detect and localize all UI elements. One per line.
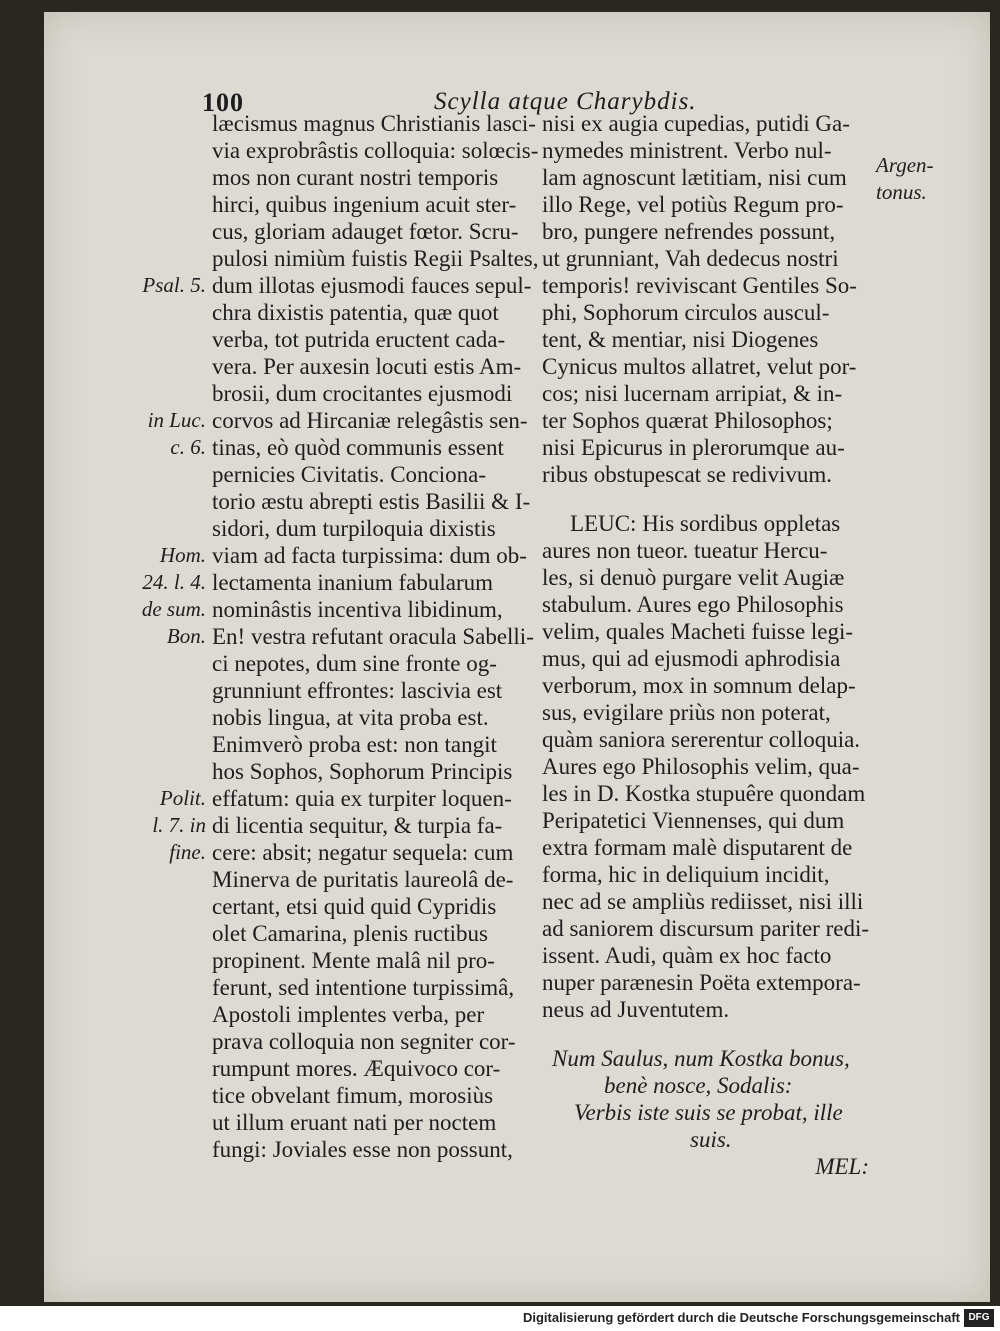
text-line: Enimverò proba est: non tangit	[212, 732, 497, 757]
text-line: tice obvelant fimum, morosiùs	[212, 1083, 494, 1108]
paragraph-continuation	[542, 110, 877, 488]
text-line: sidori, dum turpiloquia dixistis	[212, 516, 496, 541]
text-line: chra dixistis patentia, quæ quot	[212, 300, 499, 325]
text-line: ut illum eruant nati per noctem	[212, 1110, 497, 1135]
text-line: ter Sophos quærat Philosophos;	[542, 408, 833, 433]
text-line: fungi: Joviales esse non possunt,	[212, 1137, 513, 1162]
text-line: nobis lingua, at vita proba est.	[212, 705, 489, 730]
dfg-logo: DFG	[964, 1309, 994, 1327]
right-text-column	[542, 110, 877, 1180]
text-line: prava colloquia non segniter cor-	[212, 1029, 516, 1054]
margin-note: tonus.	[876, 180, 927, 204]
margin-note: Hom.	[159, 543, 206, 567]
left-text-column	[212, 110, 539, 1163]
text-line: effatum: quia ex turpiter loquen-	[212, 786, 512, 811]
footer-bar	[0, 1306, 1000, 1331]
text-line: mos non curant nostri temporis	[212, 165, 499, 190]
text-line: illo Rege, vel potiùs Regum pro-	[542, 192, 844, 217]
text-line: verba, tot putrida eructent cada-	[212, 327, 506, 352]
text-line: verborum, mox in somnum delap-	[542, 673, 856, 698]
text-line: læcismus magnus Christianis lasci-	[212, 111, 536, 136]
text-line: olet Camarina, plenis ructibus	[212, 921, 488, 946]
text-line: rumpunt mores. Æquivoco cor-	[212, 1056, 501, 1081]
text-line: Aures ego Philosophis velim, qua-	[542, 754, 860, 779]
text-line: vera. Per auxesin locuti estis Am-	[212, 354, 522, 379]
text-line: suis.	[690, 1127, 732, 1152]
book-page	[44, 12, 990, 1302]
text-line: Apostoli implentes verba, per	[212, 1002, 485, 1027]
text-line: neus ad Juventutem.	[542, 997, 730, 1022]
margin-note: Polit.	[159, 786, 206, 810]
margin-note: Argen-	[876, 153, 934, 177]
text-line: nisi Epicurus in plerorumque au-	[542, 435, 845, 460]
text-line: lam agnoscunt lætitiam, nisi cum	[542, 165, 847, 190]
text-line: issent. Audi, quàm ex hoc facto	[542, 943, 832, 968]
text-line: via exprobrâstis colloquia: solœcis-	[212, 138, 539, 163]
text-line: hos Sophos, Sophorum Principis	[212, 759, 513, 784]
text-line: tinas, eò quòd communis essent	[212, 435, 504, 460]
text-line: quàm saniora sererentur colloquia.	[542, 727, 861, 752]
text-line: brosii, dum crocitantes ejusmodi	[212, 381, 513, 406]
text-line: aures non tueor. tueatur Hercu-	[542, 538, 828, 563]
text-line: cos; nisi lucernam arripiat, & in-	[542, 381, 843, 406]
text-line: bro, pungere nefrendes possunt,	[542, 219, 836, 244]
margin-note: de sum.	[141, 597, 206, 621]
text-line: velim, quales Macheti fuisse legi-	[542, 619, 854, 644]
text-line: nec ad se ampliùs rediisset, nisi illi	[542, 889, 864, 914]
text-line: temporis! reviviscant Gentiles So-	[542, 273, 857, 298]
margin-note: fine.	[169, 840, 206, 864]
margin-note: c. 6.	[170, 435, 206, 459]
text-line: ad saniorem discursum pariter redi-	[542, 916, 869, 941]
text-line: tent, & mentiar, nisi Diogenes	[542, 327, 819, 352]
text-line: phi, Sophorum circulos auscul-	[542, 300, 830, 325]
text-line: ribus obstupescat se redivivum.	[542, 462, 833, 487]
text-line: les, si denuò purgare velit Augiæ	[542, 565, 845, 590]
verse-block	[542, 1045, 877, 1153]
margin-note: Bon.	[166, 624, 206, 648]
text-line: Minerva de puritatis laureolâ de-	[212, 867, 514, 892]
text-line: mus, qui ad ejusmodi aphrodisia	[542, 646, 841, 671]
text-line: pernicies Civitatis. Conciona-	[212, 462, 487, 487]
text-line: pulosi nimiùm fuistis Regii Psaltes,	[212, 246, 539, 271]
text-line: di licentia sequitur, & turpia fa-	[212, 813, 503, 838]
margin-note: 24. l. 4.	[142, 570, 206, 594]
text-line: LEUC: His sordibus oppletas	[570, 511, 841, 536]
margin-note: Psal. 5.	[142, 273, 206, 297]
text-line: corvos ad Hircaniæ relegâstis sen-	[212, 408, 528, 433]
text-line: extra formam malè disputarent de	[542, 835, 853, 860]
running-head: Scylla atque Charybdis.	[434, 88, 697, 115]
text-line: ut grunniant, Vah dedecus nostri	[542, 246, 839, 271]
funding-credit: Digitalisierung gefördert durch die Deutsche Forschungsgemeinschaft	[522, 1310, 960, 1325]
text-line: certant, etsi quid quid Cypridis	[212, 894, 497, 919]
catchword: MEL:	[815, 1154, 869, 1179]
text-line: viam ad facta turpissima: dum ob-	[212, 543, 527, 568]
text-line: propinent. Mente malâ nil pro-	[212, 948, 495, 973]
text-line: cus, gloriam adauget fœtor. Scru-	[212, 219, 519, 244]
paragraph-leuc	[542, 510, 877, 1023]
text-line: ci nepotes, dum sine fronte og-	[212, 651, 497, 676]
text-line: cere: absit; negatur sequela: cum	[212, 840, 514, 865]
text-line: hirci, quibus ingenium acuit ster-	[212, 192, 517, 217]
text-line: Cynicus multos allatret, velut por-	[542, 354, 857, 379]
text-line: Num Saulus, num Kostka bonus,	[552, 1046, 850, 1071]
text-line: stabulum. Aures ego Philosophis	[542, 592, 844, 617]
page-number: 100	[202, 88, 244, 117]
text-line: dum illotas ejusmodi fauces sepul-	[212, 273, 532, 298]
text-line: forma, hic in deliquium incidit,	[542, 862, 830, 887]
text-line: En! vestra refutant oracula Sabelli-	[212, 624, 534, 649]
text-line: sus, evigilare priùs non poterat,	[542, 700, 831, 725]
text-line: lectamenta inanium fabularum	[212, 570, 493, 595]
text-line: Verbis iste suis se probat, ille	[574, 1100, 843, 1125]
margin-note: l. 7. in	[152, 813, 206, 837]
text-line: benè nosce, Sodalis:	[604, 1073, 793, 1098]
text-line: ferunt, sed intentione turpissimâ,	[212, 975, 515, 1000]
text-line: nuper parænesin Poëta extempora-	[542, 970, 861, 995]
text-line: les in D. Kostka stupuêre quondam	[542, 781, 866, 806]
text-line: torio æstu abrepti estis Basilii & I-	[212, 489, 531, 514]
text-line: nisi ex augia cupedias, putidi Ga-	[542, 111, 850, 136]
text-line: Peripatetici Viennenses, qui dum	[542, 808, 845, 833]
margin-note: in Luc.	[147, 408, 206, 432]
text-line: grunniunt effrontes: lascivia est	[212, 678, 503, 703]
text-line: nymedes ministrent. Verbo nul-	[542, 138, 832, 163]
text-line: nominâstis incentiva libidinum,	[212, 597, 503, 622]
